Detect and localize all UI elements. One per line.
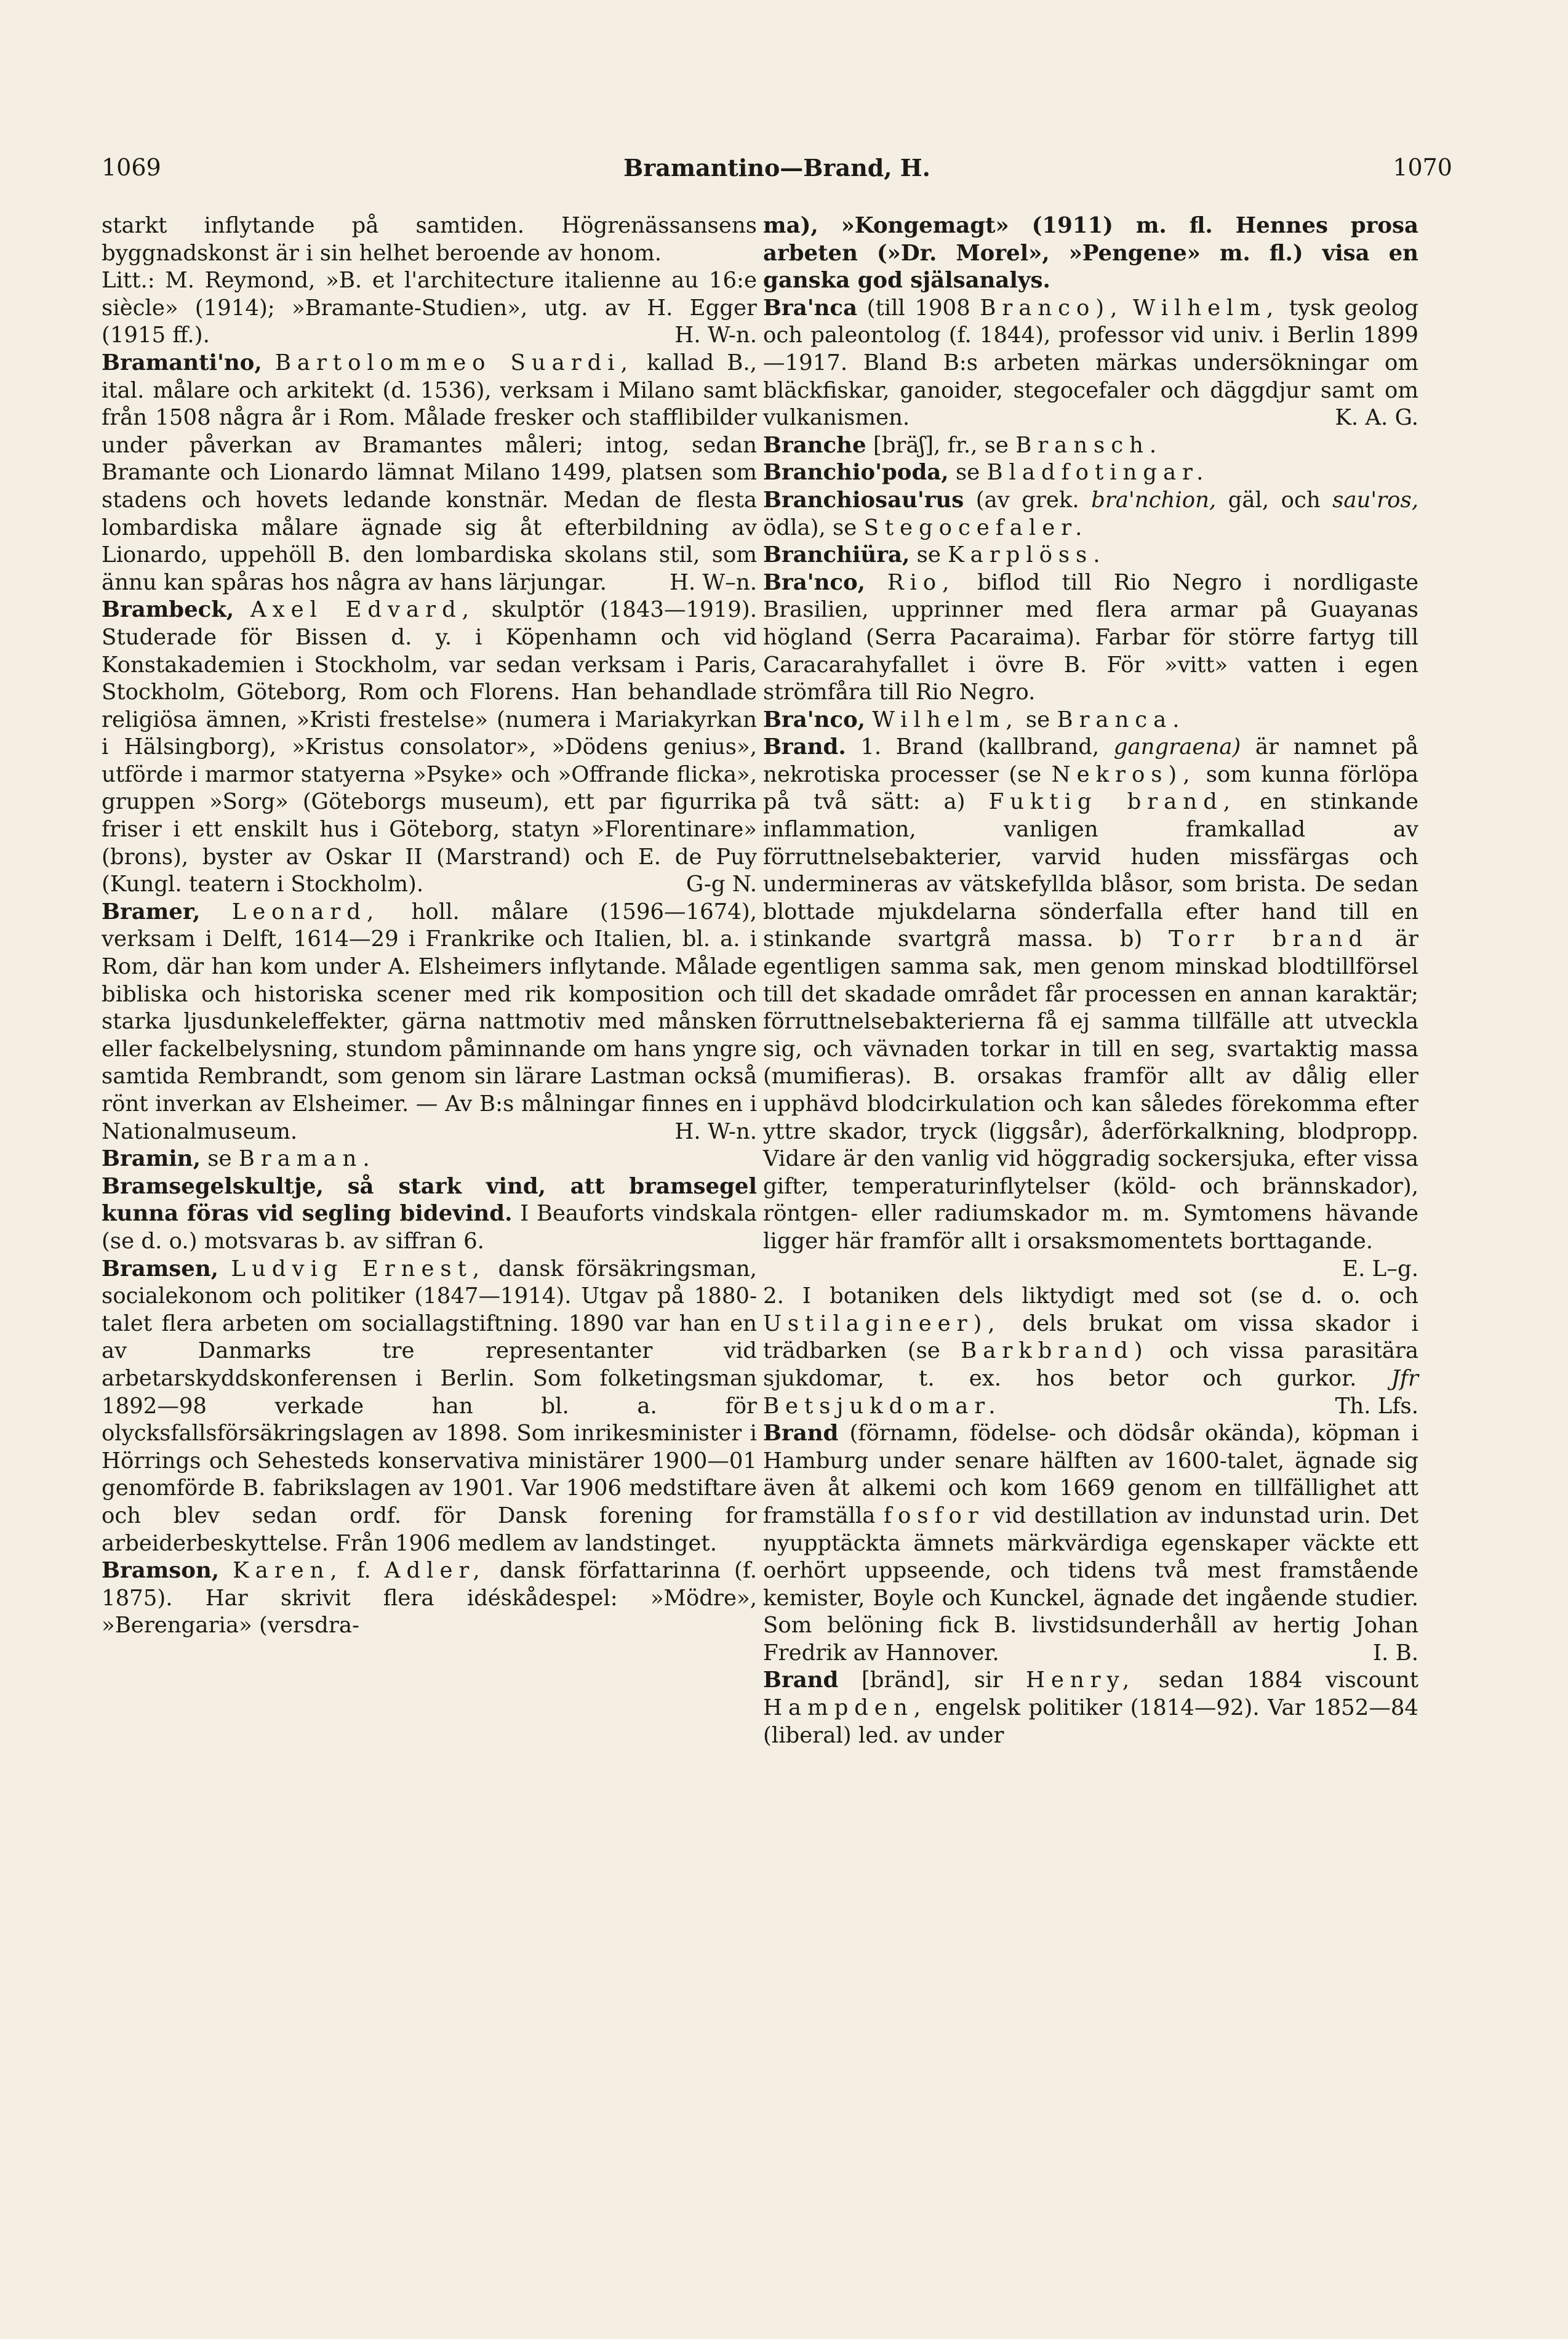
entry-text: I Beauforts vindskala (se d. o.) motsvaras b. av siffran 6. — [102, 1201, 757, 1254]
page-header — [102, 154, 1452, 191]
headword-name: Axel Edvard, — [250, 597, 475, 623]
latin-term: gangraena) — [1113, 734, 1241, 760]
column-left — [102, 212, 757, 1640]
headword-name: Rio, — [887, 569, 956, 595]
headword-name: Wilhelm, — [872, 707, 1019, 732]
see-word: se — [916, 542, 941, 568]
entry-bramson — [102, 1557, 757, 1640]
entry-branco-rio — [763, 569, 1418, 707]
headword: Brand — [763, 1667, 839, 1693]
headword: Branchiosau'rus — [763, 487, 964, 513]
cross-reference: Bransch. — [1015, 432, 1163, 458]
entry-brand-alchemist — [763, 1420, 1418, 1667]
entry-bramin — [102, 1145, 757, 1173]
entry-text: starkt inflytande på samtiden. Högrenässansens byggnadskonst är i sin helhet beroende av honom. — [102, 213, 757, 266]
entry-branco-wilhelm — [763, 707, 1418, 734]
cross-reference: Karplöss. — [948, 542, 1106, 568]
headword-name: Wilhelm, — [1132, 295, 1280, 321]
cross-reference: Betsjukdomar. — [763, 1393, 1002, 1419]
term-spaced: Torr brand — [1169, 926, 1369, 952]
headword-name: Bartolommeo Suardi, — [274, 350, 634, 375]
cross-reference: Braman. — [238, 1146, 376, 1172]
headword-name: Leonard, — [231, 899, 380, 925]
cross-reference: Branca. — [1057, 707, 1186, 732]
greek-term: bra'nchion, — [1091, 487, 1217, 513]
entry-text: f. — [356, 1558, 371, 1584]
cross-reference: Bladfotingar. — [986, 460, 1210, 486]
entry-branca — [763, 295, 1418, 432]
headword: Brambeck, — [102, 597, 234, 623]
headword: Bramer, — [102, 899, 201, 925]
entry-brand-medical — [763, 734, 1418, 1282]
headword: Bramsen, — [102, 1256, 219, 1282]
entry-text: dels brukat om vissa skador i trädbarken (se — [763, 1310, 1418, 1364]
entry-text: (till 1908 — [866, 295, 970, 321]
cross-reference: Barkbrand) — [961, 1338, 1149, 1364]
headword-name: Karen, — [233, 1558, 343, 1584]
cross-reference: Stegocefaler. — [863, 515, 1089, 540]
entry-text: är egentligen samma sak, men genom minskad blodtillförsel till det skadade området får processen en annan karaktär; förruttnelsebakterierna få ej samma tillfälle att utveckla sig, och vävnaden torkar in till en seg, svartaktig massa (mumifieras). B. orsakas framför allt av dålig eller upphävd blodcirkulation och kan således förekomma efter yttre skador, tryck (liggsår), åderförkalkning, blodpropp. Vidare är den vanlig vid höggradig sockersjuka, efter vissa gifter, temperaturinflytelser (köld- och brännskador), röntgen- eller radiumskador m. m. Symtomens hävande ligger här framför allt i orsaksmomentets borttagande. — [763, 926, 1418, 1254]
former-name: Branco), — [980, 295, 1124, 321]
entry-text: en stinkande inflammation, vanligen framkallad av förruttnelsebakterier, varvid huden missfärgas och undermineras av vätskefyllda blåsor, som brista. De sedan blottade mjukdelarna sönderfalla efter hand till en stinkande svartgrå massa. b) — [763, 789, 1418, 952]
entry-text: och vissa parasitära sjukdomar, t. ex. hos betor och gurkor. — [763, 1338, 1419, 1391]
entry-text: 1. Brand (kallbrand, — [860, 734, 1100, 760]
entry-text: tysk geolog och paleontolog (f. 1844), professor vid univ. i Berlin 1899—1917. Bland B:s arbeten märkas undersökningar om bläckfiskar, ganoider, stegocefaler och däggdjur samt om vulkanismen. — [763, 295, 1418, 431]
headword: Bramanti'no, — [102, 350, 262, 375]
headword: Branchiüra, — [763, 542, 910, 568]
entry-text: sedan 1884 viscount — [1158, 1667, 1418, 1693]
headword: Bra'nco, — [763, 707, 866, 732]
headword: Bra'nca — [763, 295, 858, 321]
headword-name: Ludvig Ernest, — [231, 1256, 486, 1282]
entry-text: (förnamn, födelse- och dödsår okända), köpman i Hamburg under senare hälften av 1600-talet, ägnade sig även åt alkemi och kom 1669 genom en tillfällighet att framställa — [763, 1421, 1418, 1528]
entry-text: holl. målare (1596—1674), verksam i Delft, 1614—29 i Frankrike och Italien, bl. a. i Rom, där han kom under A. Elsheimers inflytande. Målade bibliska och historiska scener med rik komposition och starka ljusdunkeleffekter, gärna nattmotiv med månsken eller fackelbelysning, stundom påminnande om hans yngre samtida Rembrandt, som genom sin lärare Lastman också rönt inverkan av Elsheimer. — Av B:s målningar finnes en i Nationalmuseum. — [102, 899, 757, 1144]
headword: Bramson, — [102, 1558, 220, 1584]
entry-text: kallad B., ital. målare och arkitekt (d. 1536), verksam i Milano samt från 1508 några år i Rom. Målade fresker och stafflibilder under påverkan av Bramantes måleri; intog, sedan Bramante och Lionardo lämnat Milano 1499, platsen som stadens och hovets ledande konstnär. Medan de flesta lombardiska målare ägnade sig åt efterbildning av Lionardo, uppehöll B. den lombardiska skolans stil, som ännu kan spåras hos några av hans lärjungar. — [102, 350, 757, 595]
term-spaced: fosfor — [883, 1502, 985, 1528]
cross-reference: Ustilagineer), — [763, 1310, 1001, 1336]
greek-term: sau'ros, — [1332, 487, 1418, 513]
entry-bramsegelskultje — [102, 1173, 757, 1256]
definition-bold: så stark vind, att bramsegel kunna föras vid segling bidevind. — [102, 1173, 757, 1227]
headword-name: Henry, — [1026, 1667, 1136, 1693]
entry-text: ödla), se — [763, 515, 857, 540]
entry-text: vid destillation av indunstad urin. Det nyupptäckta ämnets märkvärdiga egenskaper väckte ett oerhört uppseende, och tidens två mest framstående kemister, Boyle och Kunckel, ägnade det ingående studier. Som belöning fick B. livstidsunderhåll av hertig Johan Fredrik av Hannover. — [763, 1502, 1418, 1666]
author-signature: Th. Lfs. — [1335, 1393, 1418, 1419]
see-word: se — [1025, 707, 1050, 732]
entry-text: ma), »Kongemagt» (1911) m. fl. Hennes prosa arbeten (»Dr. Morel», »Pengene» m. fl.) visa en ganska god själsanalys. — [763, 213, 1418, 294]
headword: Bramsegelskultje, — [102, 1173, 324, 1199]
maiden-name: Adler, — [384, 1558, 486, 1584]
page-number-left: 1069 — [102, 154, 161, 181]
author-signature: I. B. — [1373, 1640, 1418, 1666]
entry-text: skulptör (1843—1919). Studerade för Bissen d. y. i Köpenhamn och vid Konstakademien i Stockholm, var sedan verksam i Paris, Stockholm, Göteborg, Rom och Florens. Han behandlade religiösa ämnen, »Kristi frestelse» (numera i Mariakyrkan i Hälsingborg), »Kristus consolator», »Dödens genius», utförde i marmor statyerna »Psyke» och »Offrande flicka», gruppen »Sorg» (Göteborgs museum), ett par figurrika friser i ett enskilt hus i Göteborg, statyn »Florentinare» (brons), byster av Oskar II (Marstrand) och E. de Puy (Kungl. teatern i Stockholm). — [102, 597, 757, 897]
headword: Branchio'poda, — [763, 460, 949, 486]
entry-text: är namnet på nekrotiska processer (se — [763, 734, 1418, 787]
entry-text: engelsk politiker (1814—92). Var 1852—84 (liberal) led. av under — [763, 1695, 1418, 1748]
entry-text: som kunna förlöpa på två sätt: a) — [763, 761, 1418, 815]
entry-text: (av grek. — [975, 487, 1079, 513]
entry-text: gäl, och — [1228, 487, 1321, 513]
running-title: Bramantino—Brand, H. — [623, 154, 930, 182]
author-signature: G-g N. — [686, 872, 757, 897]
entry-brand-henry — [763, 1667, 1418, 1749]
entry-branchiura — [763, 542, 1418, 569]
author-signature: K. A. G. — [1335, 405, 1418, 431]
headword: Branche — [763, 432, 866, 458]
entry-brand-botany — [763, 1283, 1418, 1420]
headword: Bra'nco, — [763, 569, 866, 595]
see-word: se — [207, 1146, 232, 1172]
entry-text: dansk författarinna (f. 1875). Har skrivit flera idéskådespel: »Mödre», »Berengaria» (versdra- — [102, 1558, 757, 1639]
entry-text: [bräʃ], fr., se — [873, 432, 1009, 458]
author-signature: E. L–g. — [1342, 1256, 1418, 1282]
entry-bramer — [102, 899, 757, 1145]
headword: Bramin, — [102, 1146, 201, 1172]
entry-text: dansk försäkringsman, socialekonom och politiker (1847—1914). Utgav på 1880-talet flera arbeten om sociallagstiftning. 1890 var han en av Danmarks tre representanter vid arbetarskyddskonferensen i Berlin. Som folketingsman 1892—98 verkade han bl. a. för olycksfallsförsäkringslagen av 1898. Som inrikesminister i Hörrings och Sehesteds konservativa ministärer 1900—01 genomförde B. fabrikslagen av 1901. Var 1906 medstiftare och blev sedan ordf. för Dansk forening for arbeiderbeskyttelse. Från 1906 medlem av landstinget. — [102, 1256, 757, 1556]
author-signature: H. W-n. — [674, 323, 757, 348]
entry-branche — [763, 432, 1418, 460]
term-spaced: Fuktig brand, — [988, 789, 1236, 815]
entry-text: [bränd], sir — [861, 1667, 1003, 1693]
entry-branchiopoda — [763, 459, 1418, 487]
entry-bramson-cont — [763, 212, 1418, 295]
cross-reference: Nekros), — [1051, 761, 1196, 787]
author-signature: H. W–n. — [670, 569, 757, 595]
author-signature: H. W-n. — [674, 1118, 757, 1144]
entry-text: biflod till Rio Negro i nordligaste Brasilien, upprinner med flera armar på Guayanas högland (Serra Pacaraima). Farbar för större fartyg till Caracarahyfallet i övre B. För »vitt» vatten i egen strömfåra till Rio Negro. — [763, 569, 1418, 705]
column-right — [763, 212, 1418, 1749]
headword: Brand — [763, 1421, 839, 1446]
entry-text: 2. I botaniken dels liktydigt med sot (se d. o. och — [763, 1283, 1418, 1309]
title-name: Hampden, — [763, 1695, 927, 1721]
entry-brambeck — [102, 596, 757, 899]
entry-bramsen — [102, 1256, 757, 1558]
headword: Brand. — [763, 734, 846, 760]
literature-note: Litt.: M. Reymond, »B. et l'architecture italienne au 16:e siècle» (1914); »Bramante-Studien», utg. av H. Egger (1915 ff.). — [102, 268, 757, 348]
compare-word: Jfr — [1391, 1365, 1418, 1391]
see-word: se — [955, 460, 980, 486]
entry-bramante-end — [102, 212, 757, 350]
entry-bramantino — [102, 350, 757, 596]
entry-branchiosaurus — [763, 487, 1418, 542]
page-number-right: 1070 — [1393, 154, 1452, 181]
